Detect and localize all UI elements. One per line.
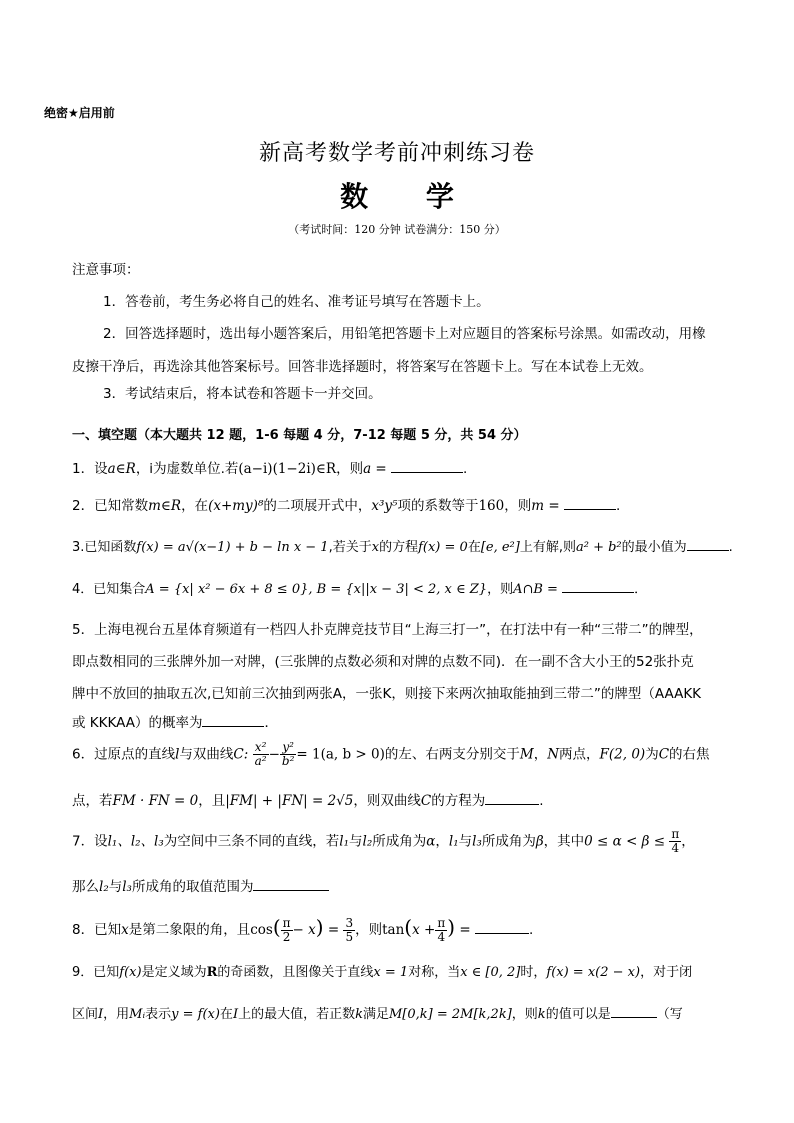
paper-title: 新高考数学考前冲刺练习卷 — [258, 141, 535, 166]
notice-item-1: 1．答卷前，考生务必将自己的姓名、准考证号填写在答题卡上。 — [103, 294, 490, 310]
question-1: 1．设a∈R，i为虚数单位.若(a−i)(1−2i)∈R，则a = . — [72, 457, 467, 477]
answer-blank — [391, 458, 463, 473]
section-title: 一、填空题（本大题共 12 题，1-6 每题 4 分，7-12 每题 5 分，共 54 分） — [72, 428, 527, 443]
notice-item-3: 3．考试结束后，将本试卷和答题卡一并交回。 — [103, 386, 382, 402]
answer-blank — [564, 495, 616, 510]
question-5-line-3: 牌中不放回的抽取五次,已知前三次抽到两张A，一张K，则接下来两次抽取能抽到三带二”的牌型（AAAKK — [72, 686, 702, 702]
question-7-line-1: 7．设l₁、l₂、l₃为空间中三条不同的直线，若l₁与l₂所成角为α，l₁与l₃所成角为β，其中0 ≤ α < β ≤ $\frac{\pi}{4}$ ， — [72, 827, 695, 855]
answer-blank — [687, 536, 729, 551]
question-5-line-4: 或 KKKAA）的概率为 ． — [72, 711, 278, 731]
subject-title: 数 学 — [340, 180, 478, 213]
answer-blank — [611, 1003, 657, 1018]
exam-info: （考试时间：120 分钟 试卷满分：150 分） — [288, 223, 506, 236]
question-7-line-2: 那么l₂与l₃所成角的取值范围为 — [72, 875, 329, 895]
answer-blank — [562, 578, 634, 593]
answer-blank — [475, 919, 529, 934]
question-9-line-1: 9．已知f(x)是定义域为R的奇函数，且图像关于直线x = 1对称，当x ∈ [0, 2]时，f(x) = x(2 − x)，对于闭 — [72, 965, 693, 980]
answer-blank — [202, 712, 264, 727]
notice-item-2: 2．回答选择题时，选出每小题答案后，用铅笔把答题卡上对应题目的答案标号涂黑。如需改动，用橡 — [103, 326, 706, 342]
question-6-line-2: 点，若FM · FN = 0，且|FM| + |FN| = 2√5，则双曲线C的方程为 . — [72, 789, 544, 809]
question-5-line-2: 即点数相同的三张牌外加一对牌，(三张牌的点数必须和对牌的点数不同)．在一副不含大小王的52张扑克 — [72, 654, 694, 670]
answer-blank — [253, 876, 329, 891]
question-8: 8．已知x是第二象限的角，且cos( $\frac{\pi}{2}$ − x) = $\frac{3}{5}$ ，则tan(x + $\frac{\pi}{4}$ ) = . — [72, 915, 534, 944]
question-9-line-2: 区间I，用Mᵢ表示y = f(x)在I上的最大值，若正数k满足M[0,k] = 2M[k,2k]，则k的值可以是 （写 — [72, 1003, 683, 1022]
notice-heading: 注意事项： — [72, 262, 140, 278]
question-6-line-1: 6．过原点的直线l与双曲线C: $\frac{\text{x²}}{\text{a²}}$ − $\frac{\text{y²}}{\text{b²}}$ = 1(a, b > 0)的左、右两支分别交于M，N两点，F(2, 0)为C的右焦 — [72, 740, 710, 768]
question-3: 3.已知函数f(x) = a√(x−1) + b − ln x − 1,若关于x的方程f(x) = 0在[e, e²]上有解,则a² + b²的最小值为 . — [72, 536, 733, 555]
question-2: 2．已知常数m∈R，在(x+my)⁸的二项展开式中，x³y⁵项的系数等于160，则m = . — [72, 494, 620, 514]
secret-label: 绝密★启用前 — [44, 106, 115, 120]
question-4: 4．已知集合A = {x| x² − 6x + 8 ≤ 0}, B = {x||x − 3| < 2, x ∈ Z}，则A∩B = ． — [72, 578, 647, 597]
question-5-line-1: 5．上海电视台五星体育频道有一档四人扑克牌竞技节目“上海三打一”，在打法中有一种“三带二”的牌型， — [72, 622, 703, 638]
notice-item-2-cont: 皮擦干净后，再选涂其他答案标号。回答非选择题时，将答案写在答题卡上。写在本试卷上无效。 — [72, 359, 653, 375]
answer-blank — [485, 790, 539, 805]
